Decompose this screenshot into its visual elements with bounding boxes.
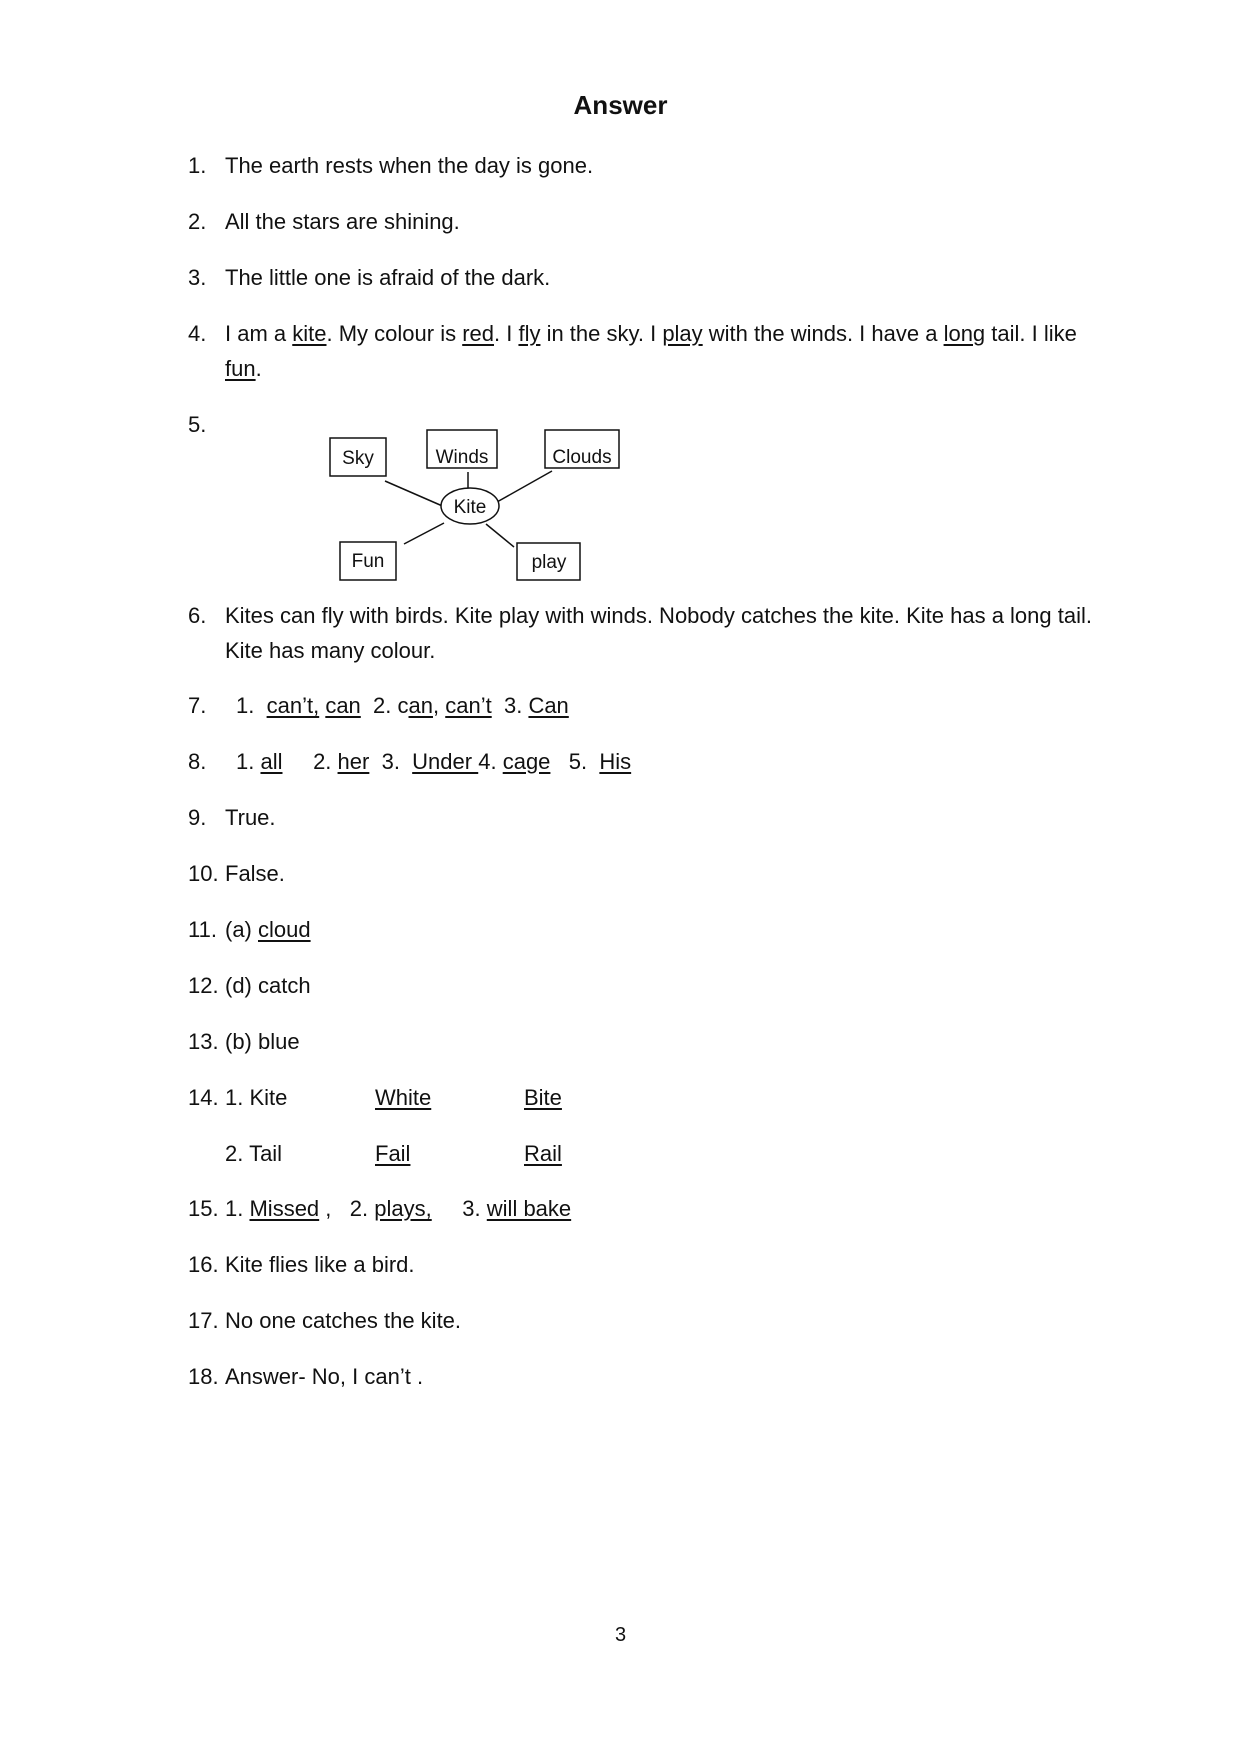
- sub-number: 1.: [225, 1196, 244, 1221]
- answer-number: 18.: [188, 1364, 219, 1389]
- underlined-answer: will bake: [486, 1196, 572, 1221]
- answer-text: [225, 912, 311, 947]
- rhyme-answer: Rail: [524, 1141, 562, 1166]
- answer-number: 9.: [188, 805, 207, 830]
- answer-number: 3.: [188, 265, 207, 290]
- underlined-answer: an: [408, 693, 433, 718]
- node-winds: Winds: [435, 447, 489, 468]
- rhyme-answer: Fail: [375, 1141, 411, 1166]
- underlined-answer: cage: [502, 749, 551, 774]
- answer-text: True.: [225, 805, 276, 830]
- sub-number: 2.: [349, 1196, 369, 1221]
- answer-text: [236, 688, 569, 723]
- answer-text: Kites can fly with birds. Kite play with winds. Nobody catches the kite. Kite has a long tail. Kite has many colour.: [225, 603, 1092, 663]
- underlined-answer: play: [662, 321, 703, 346]
- node-fun: Fun: [351, 551, 385, 572]
- web-line: [404, 523, 444, 544]
- node-clouds: Clouds: [552, 447, 612, 468]
- answer-number: 7.: [188, 693, 207, 718]
- answer-number: 17.: [188, 1308, 219, 1333]
- web-line: [497, 471, 552, 502]
- rhyme-word: 1. Kite: [225, 1085, 288, 1110]
- text-fragment: ,: [432, 693, 440, 718]
- answer-text: [236, 744, 631, 779]
- sub-number: 3.: [381, 749, 400, 774]
- answer-text: [225, 316, 1105, 386]
- answer-text: False.: [225, 861, 285, 886]
- text-fragment: tail. I like: [985, 321, 1077, 346]
- text-fragment: with the winds. I have a: [702, 321, 944, 346]
- answer-text: [225, 1191, 571, 1226]
- rhyme-answer: White: [375, 1085, 432, 1110]
- underlined-answer: Under: [412, 749, 479, 774]
- text-fragment: I am a: [225, 321, 293, 346]
- rhyme-word: 2. Tail: [225, 1141, 283, 1166]
- web-line: [486, 524, 514, 547]
- rhyme-answer: Bite: [524, 1085, 562, 1110]
- answer-number: 14.: [188, 1085, 219, 1110]
- answer-number: 6.: [188, 603, 207, 628]
- text-fragment: ,: [325, 1196, 332, 1221]
- text-fragment: .: [255, 356, 262, 381]
- node-play: play: [531, 552, 567, 573]
- answer-number: 8.: [188, 749, 207, 774]
- sub-number: 3.: [462, 1196, 481, 1221]
- underlined-answer: all: [260, 749, 283, 774]
- answer-number: 5.: [188, 412, 207, 437]
- sub-number: 3.: [503, 693, 523, 718]
- underlined-answer: can’t,: [266, 693, 320, 718]
- answer-text: Answer- No, I can’t .: [225, 1364, 424, 1389]
- sub-number: 5.: [568, 749, 588, 774]
- answer-number: 1.: [188, 153, 207, 178]
- answer-text: Kite flies like a bird.: [225, 1252, 415, 1277]
- underlined-answer: kite: [292, 321, 327, 346]
- answer-text: The earth rests when the day is gone.: [225, 153, 594, 178]
- answer-number: 16.: [188, 1252, 219, 1277]
- text-fragment: . I: [494, 321, 519, 346]
- answer-number: 2.: [188, 209, 207, 234]
- sub-number: 2.: [313, 749, 332, 774]
- web-line: [385, 481, 447, 508]
- text-fragment: . My colour is: [326, 321, 463, 346]
- node-sky: Sky: [342, 448, 374, 469]
- sub-number: 1.: [236, 693, 255, 718]
- sub-number: 1.: [236, 749, 255, 774]
- underlined-answer: cloud: [258, 917, 311, 942]
- answer-text: No one catches the kite.: [225, 1308, 462, 1333]
- underlined-answer: can: [325, 693, 361, 718]
- underlined-answer: Can: [528, 693, 569, 718]
- underlined-answer: long: [943, 321, 986, 346]
- node-kite: Kite: [453, 497, 487, 518]
- answer-number: 12.: [188, 973, 219, 998]
- underlined-answer: fun: [225, 356, 256, 381]
- text-fragment: in the sky. I: [540, 321, 663, 346]
- underlined-answer: fly: [518, 321, 541, 346]
- answer-text: All the stars are shining.: [225, 209, 460, 234]
- page-number: 3: [614, 1624, 627, 1646]
- answer-number: 11.: [188, 917, 217, 942]
- answer-number: 13.: [188, 1029, 219, 1054]
- underlined-answer: Missed: [249, 1196, 320, 1221]
- underlined-answer: her: [337, 749, 370, 774]
- underlined-answer: plays,: [374, 1196, 432, 1221]
- answer-text: (b) blue: [225, 1029, 300, 1054]
- sub-number: 4.: [478, 749, 497, 774]
- underlined-answer: His: [599, 749, 632, 774]
- answer-number: 4.: [188, 321, 207, 346]
- underlined-answer: red: [462, 321, 494, 346]
- underlined-answer: can’t: [445, 693, 492, 718]
- answer-number: 15.: [188, 1196, 219, 1221]
- kite-word-web: [320, 424, 630, 584]
- answer-number: 10.: [188, 861, 219, 886]
- sub-number: 2. c: [373, 693, 409, 718]
- option-label: (a): [225, 917, 258, 942]
- answer-text: (d) catch: [225, 973, 311, 998]
- answer-text: The little one is afraid of the dark.: [225, 265, 551, 290]
- page-title: Answer: [573, 90, 668, 120]
